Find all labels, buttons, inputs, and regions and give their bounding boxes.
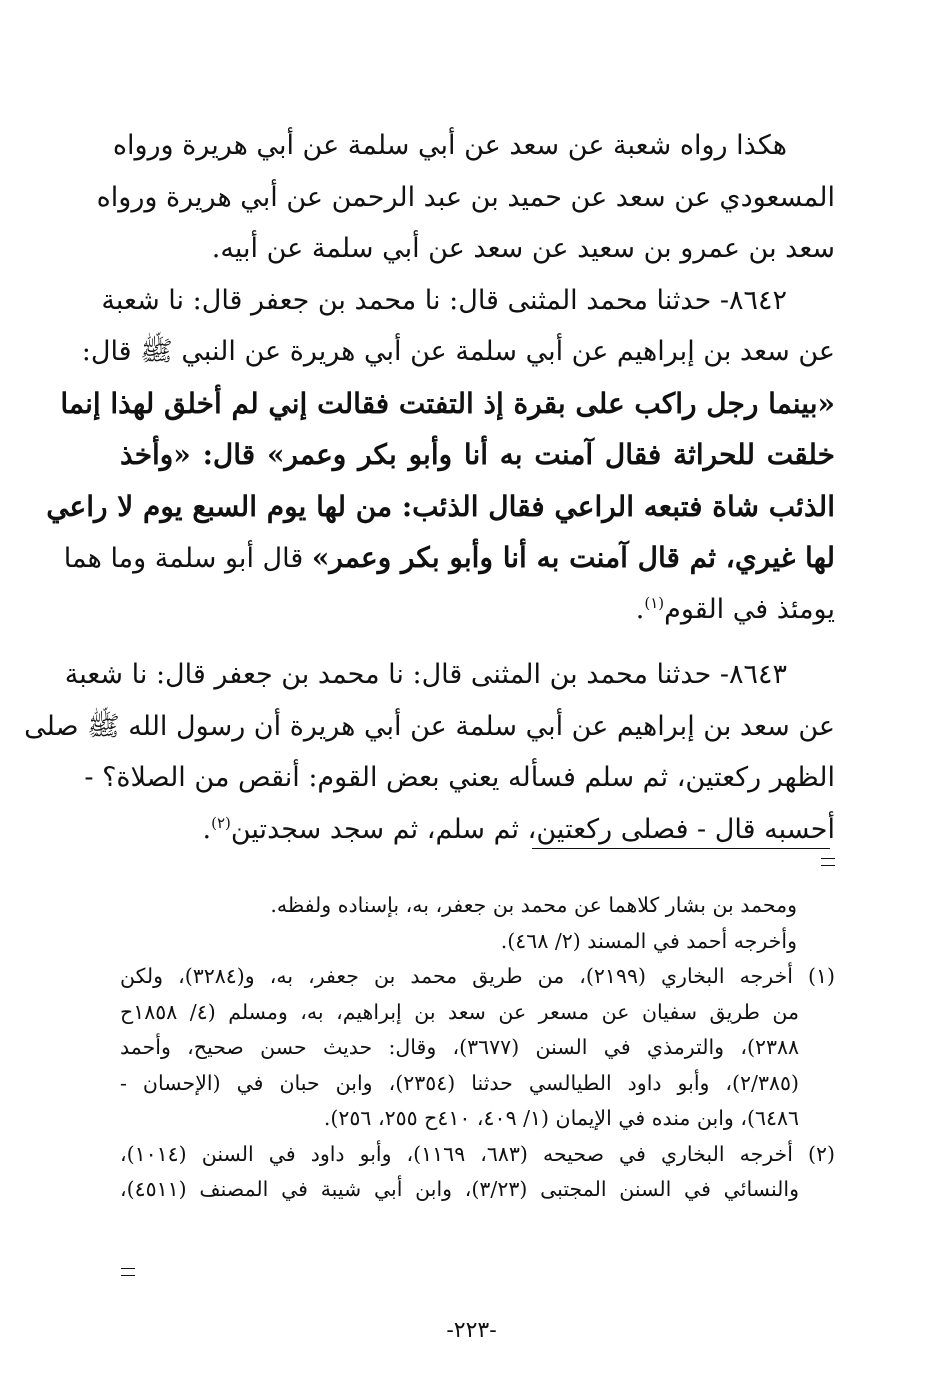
footnote-1-line-4: (٢/٣٨٥)، وأبو داود الطيالسي حدثنا (٢٣٥٤)، وابن حبان في (الإحسان -: [120, 1070, 799, 1095]
intro-line-2: المسعودي عن سعد عن حميد بن عبد الرحمن عن أبي هريرة ورواه: [96, 181, 835, 213]
page-number: -٢٢٣-: [446, 1318, 497, 1343]
footnotes: [120, 888, 835, 1208]
hadith-8643-line-3: الظهر ركعتين، ثم سلم فسأله يعني بعض القوم: أنقص من الصلاة؟ -: [84, 762, 835, 793]
footnote-1-line-1: (١) أخرجه البخاري (٢١٩٩)، من طريق محمد بن جعفر، به، و(٣٢٨٤)، ولكن: [120, 964, 835, 988]
hadith-8642-line-6-plain: قال أبو سلمة وما هما: [63, 543, 312, 574]
hadith-8643-line-2: عن سعد بن إبراهيم عن أبي سلمة عن أبي هريرة أن رسول الله ﷺ صلى: [24, 710, 835, 742]
footnote-1-line-2: من طريق سفيان عن مسعر عن سعد بن إبراهيم، به، ومسلم (٤/ ١٨٥٨ح: [120, 999, 799, 1024]
hadith-8642-line-3: «بينما رجل راكب على بقرة إذ التفتت فقالت إني لم أخلق لهذا إنما: [60, 386, 835, 420]
hadith-8642-line-7-period: .: [635, 593, 645, 625]
footnote-ref-2[interactable]: (٢): [211, 813, 231, 832]
hadith-8642-line-1: ٨٦٤٢- حدثنا محمد المثنى قال: نا محمد بن جعفر قال: نا شعبة: [101, 284, 787, 316]
footnote-continuation-line-2: وأخرجه أحمد في المسند (٢/ ٤٦٨).: [500, 928, 797, 953]
hadith-8642-line-7: [120, 584, 835, 636]
intro-line-1: هكذا رواه شعبة عن سعد عن أبي سلمة عن أبي هريرة ورواه: [112, 130, 787, 161]
hadith-8643-line-1: ٨٦٤٣- حدثنا محمد بن المثنى قال: نا محمد بن جعفر قال: نا شعبة: [64, 659, 787, 690]
intro-line-3: سعد بن عمرو بن سعيد عن سعد عن أبي سلمة عن أبيه.: [211, 233, 835, 264]
hadith-8643-line-4-text: أحسبه قال - فصلى ركعتين، ثم سلم، ثم سجد سجدتين: [230, 813, 835, 845]
footnote-2-line-1: (٢) أخرجه البخاري في صحيحه (٦٨٣، ١١٦٩)، وأبو داود في السنن (١٠١٤)،: [120, 1141, 835, 1166]
hadith-8642-line-5: الذئب شاة فتبعه الراعي فقال الذئب: من لها يوم السبع يوم لا راعي: [46, 489, 835, 523]
hadith-8642-line-7-text: يومئذ في القوم: [664, 593, 835, 625]
footnote-1-line-5: ٦٤٨٦)، وابن منده في الإيمان (١/ ٤٠٩، ٤١٠ح ٢٥٥، ٢٥٦).: [323, 1106, 799, 1130]
hadith-8642-line-4: خلقت للحراثة فقال آمنت به أنا وأبو بكر وعمر» قال: «وأخذ: [120, 438, 835, 471]
footnote-ref-1[interactable]: (١): [644, 593, 665, 612]
continuation-mark: [821, 858, 835, 866]
paragraph-gap: [120, 635, 835, 649]
hadith-8643-line-4-period: .: [202, 813, 212, 845]
footnote-separator: [0, 848, 943, 878]
continuation-mark-bottom: [121, 1268, 135, 1276]
footnote-2-line-2: والنسائي في السنن المجتبى (٣/٢٣)، وابن أبي شيبة في المصنف (٤٥١١)،: [120, 1177, 800, 1201]
footnote-rule: [532, 848, 830, 849]
footnote-1-line-3: ٢٣٨٨)، والترمذي في السنن (٣٦٧٧)، وقال: حديث حسن صحيح، وأحمد: [120, 1035, 799, 1059]
footnote-continuation-line-1: ومحمد بن بشار كلاهما عن محمد بن جعفر، به، بإسناده ولفظه.: [270, 893, 797, 917]
main-text: [24, 120, 835, 855]
hadith-8642-line-2: عن سعد بن إبراهيم عن أبي سلمة عن أبي هريرة عن النبي ﷺ قال:: [81, 336, 835, 367]
hadith-8642-line-6: [63, 532, 835, 584]
hadith-8642-line-6-bold: لها غيري، ثم قال آمنت به أنا وأبو بكر وعمر»: [311, 541, 835, 574]
